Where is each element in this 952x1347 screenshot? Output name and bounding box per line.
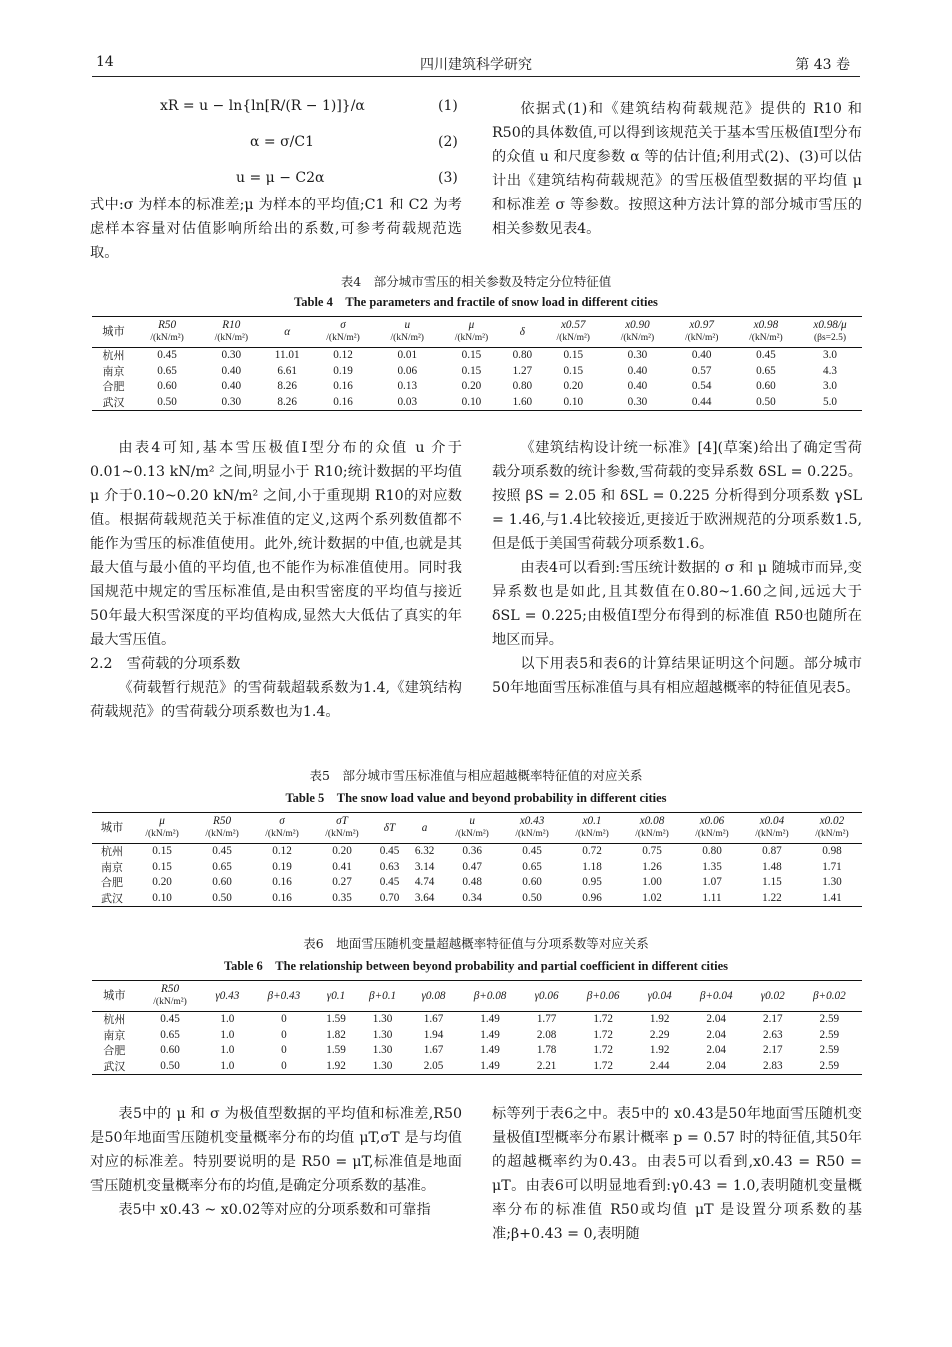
- header-cell: [523, 981, 571, 1012]
- table4-caption-en: Table 4 The parameters and fractile of snow load in different cities: [294, 295, 658, 309]
- value-cell: 0.41: [332, 860, 352, 873]
- value-cell: 3.0: [823, 349, 837, 361]
- value-cell: 1.59: [326, 1044, 346, 1056]
- value-cell: 2.59: [819, 1013, 840, 1025]
- value-cell: 1.82: [326, 1028, 346, 1041]
- header-symbol: R50: [213, 815, 232, 827]
- value-cell: 0.87: [762, 845, 782, 857]
- equation-1: [160, 98, 460, 114]
- section-heading: 2.2 雪荷载的分项系数: [90, 656, 241, 672]
- header-symbol: σT: [336, 815, 348, 827]
- header-unit: /(kN/m²): [145, 829, 179, 839]
- value-cell: 1.02: [622, 891, 682, 907]
- header-cell: [92, 813, 132, 844]
- header-symbol: γ0.02: [760, 989, 785, 1002]
- value-cell: 6.32: [414, 845, 435, 857]
- left-text-block-1: [90, 193, 462, 265]
- header-symbol: x0.04: [759, 815, 785, 827]
- value-cell: 2.59: [819, 1028, 840, 1041]
- value-cell: 0.40: [627, 364, 648, 377]
- paragraph: 表5中 x0.43 ~ x0.02等对应的分项系数和可靠指: [118, 1202, 431, 1218]
- value-cell: 5.0: [798, 395, 862, 411]
- header-unit: /(kN/m²): [455, 829, 489, 839]
- header-cell: [312, 813, 372, 844]
- header-unit: /(kN/m²): [325, 829, 359, 839]
- city-cell: 合肥: [103, 1044, 126, 1057]
- header-symbol: σ: [279, 815, 285, 827]
- header-unit: /(kN/m²): [515, 829, 549, 839]
- city-cell: 杭州: [102, 349, 125, 362]
- city-cell: 武汉: [92, 891, 132, 907]
- value-cell: 0.15: [461, 349, 482, 361]
- header-cell: [92, 981, 137, 1012]
- value-cell: 0.20: [563, 380, 584, 392]
- value-cell: 1.72: [571, 1059, 636, 1075]
- journal-title: 四川建筑科学研究: [420, 57, 532, 73]
- value-cell: 0.65: [157, 364, 177, 377]
- value-cell: 2.08: [536, 1028, 557, 1041]
- value-cell: 8.26: [277, 380, 297, 392]
- value-cell: 0.20: [332, 845, 352, 857]
- value-cell: 0.34: [442, 891, 502, 907]
- value-cell: 1.00: [642, 876, 662, 888]
- value-cell: 2.04: [706, 1028, 726, 1041]
- value-cell: 6.61: [277, 364, 297, 377]
- value-cell: 0.50: [734, 395, 798, 411]
- header-cell: [682, 813, 742, 844]
- value-cell: 2.17: [762, 1013, 783, 1025]
- value-cell: 1.49: [480, 1044, 500, 1056]
- value-cell: 0.40: [221, 364, 242, 377]
- value-cell: 0.16: [333, 380, 353, 392]
- header-unit: /(kN/m²): [755, 829, 789, 839]
- value-cell: 0.45: [522, 845, 542, 857]
- table-row: [92, 1012, 862, 1028]
- value-cell: 0.80: [512, 380, 533, 392]
- table-row: [92, 891, 862, 907]
- value-cell: 2.59: [797, 1059, 862, 1075]
- value-cell: 3.14: [414, 860, 435, 873]
- header-symbol: a: [421, 821, 428, 834]
- equation-text: xR = u − ln{ln[R/(R − 1)]}/α: [160, 98, 365, 114]
- header-cell: [407, 813, 442, 844]
- table-row: [92, 1059, 862, 1075]
- value-cell: 1.0: [203, 1059, 251, 1075]
- paragraph: 以下用表5和表6的计算结果证明这个问题。部分城市50年地面雪压标准值与具有相应超越概率的特征值见表5。: [492, 656, 862, 696]
- value-cell: 0.27: [332, 876, 352, 888]
- right-text-block-1: [492, 97, 862, 241]
- paragraph: 由表4可以看到:雪压统计数据的 σ 和 μ 随城市而异,变异系数也是如此,且其数值在0.80~1.60之间,远远大于 δSL = 0.225;由极值Ⅰ型分布得到的标准值 R50也随所在地区而异。: [492, 560, 862, 648]
- value-cell: 0.13: [397, 380, 418, 392]
- paragraph: 式中:σ 为样本的标准差;μ 为样本的平均值;C1 和 C2 为考虑样本容量对估值影响所给出的系数,可参考荷载规范选取。: [90, 197, 462, 261]
- value-cell: 8.26: [263, 395, 311, 411]
- header-unit: /(kN/m²): [815, 829, 849, 839]
- value-cell: 1.0: [220, 1044, 235, 1056]
- header-symbol: u: [469, 815, 475, 827]
- value-cell: 2.04: [706, 1013, 726, 1025]
- value-cell: 0.10: [541, 395, 605, 411]
- table6-caption-en: Table 6 The relationship between beyond probability and partial coefficient in different cities: [223, 959, 729, 973]
- header-symbol: x0.02: [819, 815, 845, 827]
- value-cell: 1.26: [642, 860, 662, 873]
- table-header-row: [92, 813, 862, 844]
- city-cell: 杭州: [101, 845, 124, 858]
- table-header-row: [92, 981, 862, 1012]
- header-cell: δ: [504, 317, 542, 348]
- value-cell: 1.15: [762, 876, 782, 888]
- volume-label: 第 43 卷: [795, 57, 850, 73]
- value-cell: 1.59: [326, 1013, 346, 1025]
- paragraph: 由表4可知,基本雪压极值Ⅰ型分布的众值 u 介于0.01~0.13 kN/m² 之间,明显小于 R10;统计数据的平均值 μ 介于0.10~0.20 kN/m² 之间,小于重现期 R10的对应数值。根据荷载规范关于标准值的定义,这两个系列数值都不能作为雪压的标准值使用。此外,统计数据的中值,也就是其最大值与最小值的平均值,也不能作为标准值使用。同时我国规范中规定的雪压标准值,是由积雪密度的平均值与接近50年最大积雪深度的平均值构成,显然大大低估了真实的年最大雪压值。: [90, 440, 462, 648]
- value-cell: 0.15: [563, 349, 584, 361]
- value-cell: 0.45: [379, 876, 400, 888]
- table-5: [92, 812, 862, 907]
- value-cell: 1.30: [356, 1059, 410, 1075]
- header-symbol: γ0.04: [647, 989, 672, 1002]
- header-symbol: γ0.1: [326, 989, 346, 1002]
- value-cell: 0.57: [691, 364, 712, 377]
- value-cell: 1.92: [649, 1013, 670, 1025]
- header-cell: [571, 981, 636, 1012]
- value-cell: 0.19: [333, 364, 353, 377]
- header-cell: μ /(kN/m²): [439, 317, 503, 348]
- value-cell: 0.65: [522, 860, 542, 873]
- value-cell: 1.22: [742, 891, 802, 907]
- value-cell: 2.44: [636, 1059, 684, 1075]
- value-cell: 1.0: [220, 1028, 235, 1041]
- header-symbol: γ0.43: [215, 989, 240, 1002]
- value-cell: 1.0: [220, 1013, 235, 1025]
- table-row: [92, 364, 862, 380]
- value-cell: 0.35: [312, 891, 372, 907]
- value-cell: 0.16: [311, 395, 375, 411]
- value-cell: 0.45: [756, 349, 776, 361]
- equation-2: [250, 134, 460, 150]
- header-cell: [502, 813, 562, 844]
- left-text-block-3: [90, 1102, 462, 1222]
- city-cell: 武汉: [92, 395, 135, 411]
- value-cell: 0.40: [221, 380, 242, 392]
- value-cell: 2.21: [523, 1059, 571, 1075]
- value-cell: 0.15: [152, 845, 172, 857]
- value-cell: 0.30: [221, 349, 242, 361]
- header-cell: [562, 813, 622, 844]
- header-cell: [316, 981, 355, 1012]
- value-cell: 0.65: [212, 860, 232, 873]
- header-unit: /(kN/m²): [575, 829, 609, 839]
- table-row: [92, 1043, 862, 1059]
- header-cell: α: [263, 317, 311, 348]
- city-cell: 杭州: [103, 1013, 126, 1026]
- value-cell: 0.40: [627, 380, 648, 392]
- value-cell: 0.60: [522, 876, 542, 888]
- equation-text: α = σ/C1: [250, 134, 314, 150]
- header-symbol: β+0.08: [473, 989, 507, 1002]
- value-cell: 2.59: [819, 1044, 840, 1056]
- value-cell: 0.15: [461, 364, 482, 377]
- paragraph: 标等列于表6之中。表5中的 x0.43是50年地面雪压随机变量极值Ⅰ型概率分布累计概率 p = 0.57 时的特征值,其50年的超越概率约为0.43。由表5可以看到,x0.43 = R50 = μT。由表6可以明显地看到:γ0.43 = 1.0,表明随机变量概率分布的标准值 R50或均值 μT 是设置分项系数的基准;β+0.43 = 0,表明随: [492, 1106, 862, 1242]
- equation-3: [236, 170, 460, 186]
- page-number: 14: [96, 54, 114, 70]
- value-cell: 1.71: [822, 860, 842, 873]
- header-symbol: x0.06: [699, 815, 725, 827]
- table-row: [92, 875, 862, 891]
- value-cell: 2.63: [762, 1028, 783, 1041]
- value-cell: 1.60: [504, 395, 542, 411]
- equation-number: (3): [438, 170, 458, 186]
- paragraph: 表5中的 μ 和 σ 为极值型数据的平均值和标准差,R50是50年地面雪压随机变量概率分布的均值 μT,σT 是与均值对应的标准差。特别要说明的是 R50 = μT,标准值是地面雪压随机变量概率分布的均值,是确定分项系数的基准。: [90, 1106, 462, 1194]
- header-cell: [252, 813, 312, 844]
- city-cell: 合肥: [101, 876, 124, 889]
- value-cell: 1.11: [682, 891, 742, 907]
- header-cell: [192, 813, 252, 844]
- value-cell: 0.45: [160, 1013, 180, 1025]
- table-row: [92, 348, 862, 364]
- value-cell: 0.06: [397, 364, 418, 377]
- value-cell: 0.54: [691, 380, 712, 392]
- header-cell: [684, 981, 749, 1012]
- header-symbol: 城市: [100, 821, 124, 834]
- value-cell: 0.60: [160, 1044, 180, 1056]
- value-cell: 0.65: [756, 364, 776, 377]
- value-cell: 0.10: [439, 395, 503, 411]
- header-unit: /(kN/m²): [205, 829, 239, 839]
- header-cell: x0.98 /(kN/m²): [734, 317, 798, 348]
- header-cell: [132, 813, 192, 844]
- value-cell: 1.67: [423, 1044, 444, 1056]
- value-cell: 0.40: [691, 349, 712, 361]
- header-cell: R10 /(kN/m²): [199, 317, 263, 348]
- value-cell: 0.19: [272, 860, 292, 873]
- value-cell: 0.50: [135, 395, 199, 411]
- equation-text: u = μ − C2α: [236, 170, 325, 186]
- value-cell: 1.41: [802, 891, 862, 907]
- value-cell: 1.92: [316, 1059, 355, 1075]
- header-unit: /(kN/m²): [265, 829, 299, 839]
- value-cell: 1.30: [822, 876, 842, 888]
- header-cell: [636, 981, 684, 1012]
- table5-caption-en: Table 5 The snow load value and beyond probability in different cities: [285, 791, 667, 805]
- value-cell: 0.50: [502, 891, 562, 907]
- left-text-block-2: [90, 436, 462, 724]
- value-cell: 3.64: [407, 891, 442, 907]
- value-cell: 0.60: [157, 380, 177, 392]
- value-cell: 1.72: [593, 1028, 613, 1041]
- header-cell: x0.90 /(kN/m²): [605, 317, 669, 348]
- header-symbol: β+0.04: [699, 989, 733, 1002]
- value-cell: 0.30: [199, 395, 263, 411]
- value-cell: 1.67: [423, 1013, 444, 1025]
- value-cell: 0.80: [702, 845, 722, 857]
- header-cell: R50 /(kN/m²): [135, 317, 199, 348]
- value-cell: 1.49: [480, 1013, 500, 1025]
- table5-caption-zh: 表5 部分城市雪压标准值与相应超越概率特征值的对应关系: [309, 768, 643, 783]
- value-cell: 1.48: [762, 860, 782, 873]
- value-cell: 0.15: [152, 860, 172, 873]
- header-symbol: R50: [161, 983, 180, 995]
- header-cell: [203, 981, 251, 1012]
- table-4: [92, 316, 862, 411]
- city-cell: 南京: [101, 860, 124, 874]
- equation-number: (2): [438, 134, 458, 150]
- header-symbol: x0.1: [582, 815, 602, 827]
- value-cell: 1.72: [593, 1044, 613, 1056]
- value-cell: 1.77: [536, 1013, 557, 1025]
- header-symbol: β+0.06: [586, 989, 620, 1002]
- header-symbol: δT: [383, 821, 396, 834]
- value-cell: 0.98: [822, 845, 842, 857]
- value-cell: 4.3: [823, 364, 837, 377]
- value-cell: 1.72: [593, 1013, 613, 1025]
- value-cell: 0.50: [137, 1059, 204, 1075]
- header-cell: [137, 981, 204, 1012]
- value-cell: 1.30: [372, 1013, 393, 1025]
- city-cell: 合肥: [102, 380, 125, 393]
- header-cell: u /(kN/m²): [375, 317, 439, 348]
- value-cell: 1.18: [582, 860, 602, 873]
- value-cell: 0.44: [670, 395, 734, 411]
- value-cell: 0.72: [582, 845, 602, 857]
- table-header-row: [92, 317, 862, 348]
- value-cell: 0.96: [562, 891, 622, 907]
- value-cell: 0: [281, 1013, 287, 1025]
- table6-caption-zh: 表6 地面雪压随机变量超越概率特征值与分项系数等对应关系: [303, 936, 649, 951]
- value-cell: 0.36: [462, 845, 482, 857]
- value-cell: 0.16: [252, 891, 312, 907]
- value-cell: 0.47: [462, 860, 482, 873]
- header-cell: [742, 813, 802, 844]
- header-symbol: x0.43: [519, 815, 545, 827]
- value-cell: 0.65: [160, 1028, 180, 1041]
- value-cell: 3.0: [823, 380, 837, 392]
- value-cell: 0.16: [272, 876, 292, 888]
- value-cell: 1.30: [372, 1028, 393, 1041]
- table4-caption-zh: 表4 部分城市雪压的相关参数及特定分位特征值: [340, 274, 612, 289]
- table-row: [92, 395, 862, 411]
- value-cell: 0: [281, 1028, 287, 1041]
- value-cell: 1.78: [536, 1044, 557, 1056]
- header-cell: x0.98/μ (βs=2.5): [798, 317, 862, 348]
- value-cell: 0.15: [563, 364, 584, 377]
- value-cell: 0.30: [627, 349, 648, 361]
- table-row: [92, 844, 862, 860]
- equation-number: (1): [438, 98, 458, 114]
- value-cell: 2.17: [762, 1044, 783, 1056]
- value-cell: 0.75: [642, 845, 662, 857]
- header-cell: x0.97 /(kN/m²): [670, 317, 734, 348]
- header-unit: /(kN/m²): [695, 829, 729, 839]
- value-cell: 2.83: [749, 1059, 797, 1075]
- header-cell: [797, 981, 862, 1012]
- value-cell: 1.49: [457, 1059, 522, 1075]
- header-cell: [251, 981, 316, 1012]
- value-cell: 0.12: [333, 349, 353, 361]
- header-cell: [457, 981, 522, 1012]
- header-symbol: γ0.08: [421, 989, 446, 1002]
- header-symbol: β+0.02: [812, 989, 846, 1002]
- value-cell: 1.94: [423, 1028, 444, 1041]
- city-cell: 南京: [103, 1028, 126, 1042]
- header-cell: [802, 813, 862, 844]
- header-cell: [749, 981, 797, 1012]
- value-cell: 0.01: [397, 349, 418, 361]
- paragraph: 依据式(1)和《建筑结构荷载规范》提供的 R10 和 R50的具体数值,可以得到该规范关于基本雪压极值Ⅰ型分布的众值 u 和尺度参数 α 等的估计值;利用式(2)、(3)可以估计出《建筑结构荷载规范》的雪压极值型数据的平均值 μ 和标准差 σ 等参数。按照这种方法计算的部分城市雪压的相关参数见表4。: [492, 101, 862, 237]
- header-symbol: 城市: [103, 989, 126, 1002]
- header-cell: [410, 981, 458, 1012]
- value-cell: 0.20: [461, 380, 482, 392]
- header-symbol: x0.08: [639, 815, 665, 827]
- value-cell: 0.45: [379, 845, 400, 857]
- value-cell: 2.05: [410, 1059, 458, 1075]
- value-cell: 0.30: [605, 395, 669, 411]
- value-cell: 0.10: [132, 891, 192, 907]
- right-text-block-2: [492, 436, 862, 700]
- value-cell: 2.04: [706, 1044, 726, 1056]
- table-row: [92, 379, 862, 395]
- value-cell: 0.60: [212, 876, 232, 888]
- value-cell: 1.35: [702, 860, 722, 873]
- value-cell: 0: [281, 1044, 287, 1056]
- value-cell: 1.07: [702, 876, 722, 888]
- value-cell: 4.74: [414, 876, 435, 888]
- city-cell: 武汉: [92, 1059, 137, 1075]
- header-cell: [442, 813, 502, 844]
- value-cell: 1.27: [512, 364, 533, 377]
- value-cell: 0.63: [379, 860, 400, 873]
- value-cell: 0.45: [212, 845, 232, 857]
- value-cell: 0.12: [272, 845, 292, 857]
- table-row: [92, 1028, 862, 1044]
- header-symbol: β+0.43: [267, 989, 301, 1002]
- header-symbol: γ0.06: [534, 989, 559, 1002]
- value-cell: 0.50: [192, 891, 252, 907]
- running-header: [92, 52, 860, 77]
- header-cell: x0.57 /(kN/m²): [541, 317, 605, 348]
- paragraph: 《荷载暂行规范》的雪荷载超载系数为1.4,《建筑结构荷载规范》的雪荷载分项系数也为1.4。: [90, 680, 462, 720]
- header-symbol: β+0.1: [369, 989, 397, 1002]
- city-cell: 南京: [102, 364, 125, 378]
- value-cell: 0.48: [462, 876, 482, 888]
- value-cell: 0.80: [512, 349, 533, 361]
- value-cell: 1.92: [649, 1044, 670, 1056]
- value-cell: 1.30: [372, 1044, 393, 1056]
- header-cell: [372, 813, 407, 844]
- paragraph: 《建筑结构设计统一标准》[4](草案)给出了确定雪荷载分项系数的统计参数,雪荷载的变异系数 δSL = 0.225。按照 βS = 2.05 和 δSL = 0.225 分析得到分项系数 γSL = 1.46,与1.4比较接近,更接近于欧洲规范的分项系数1.5,但是低于美国雪荷载分项系数1.6。: [492, 440, 862, 552]
- value-cell: 0.95: [582, 876, 602, 888]
- value-cell: 0.60: [756, 380, 776, 392]
- value-cell: 0.45: [157, 349, 177, 361]
- value-cell: 0: [251, 1059, 316, 1075]
- value-cell: 1.49: [480, 1028, 500, 1041]
- table-row: [92, 860, 862, 876]
- value-cell: 0.03: [375, 395, 439, 411]
- value-cell: 0.70: [372, 891, 407, 907]
- value-cell: 2.29: [649, 1028, 670, 1041]
- value-cell: 0.20: [152, 876, 172, 888]
- header-unit: /(kN/m²): [153, 997, 187, 1007]
- header-cell: σ /(kN/m²): [311, 317, 375, 348]
- header-unit: /(kN/m²): [635, 829, 669, 839]
- value-cell: 2.04: [684, 1059, 749, 1075]
- right-text-block-3: [492, 1102, 862, 1246]
- header-cell: [356, 981, 410, 1012]
- header-symbol: μ: [159, 815, 165, 827]
- header-cell: 城市: [92, 317, 135, 348]
- header-cell: [622, 813, 682, 844]
- value-cell: 11.01: [274, 349, 300, 361]
- table-6: [92, 980, 862, 1075]
